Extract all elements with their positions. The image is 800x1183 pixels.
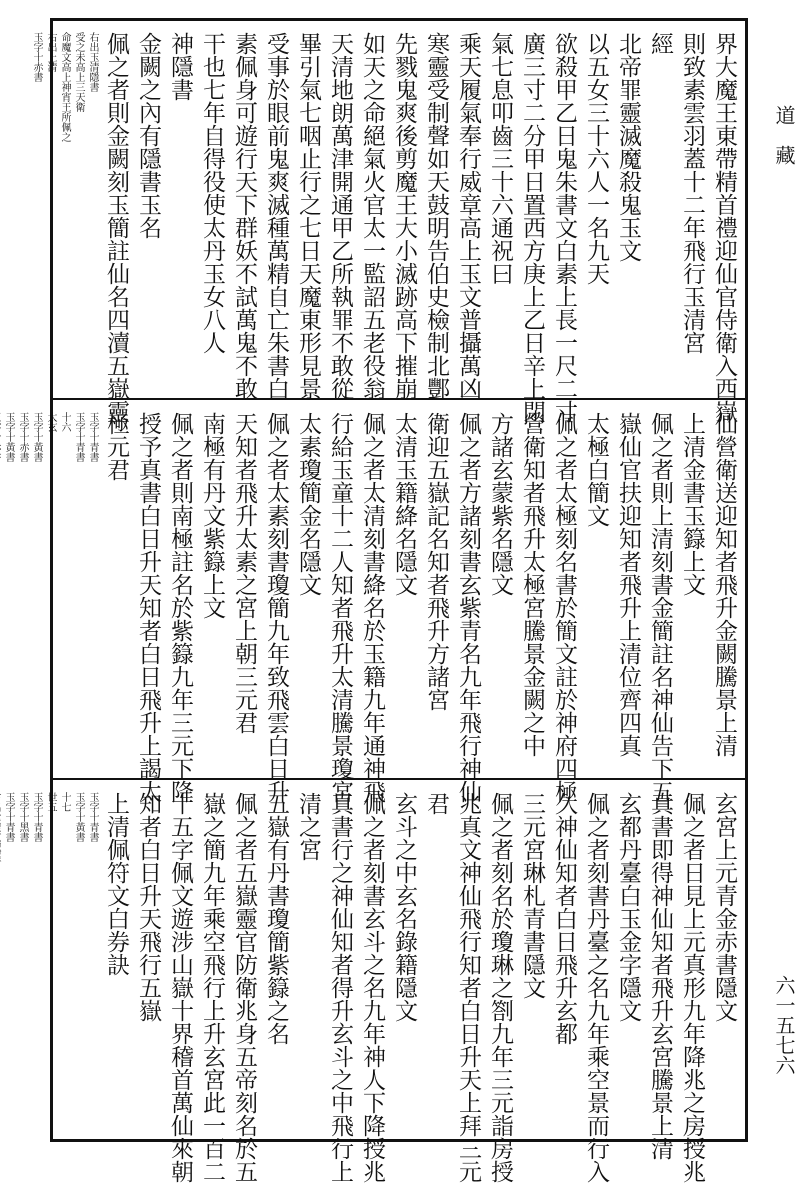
note-text: 命魔文高上神宵王所佩之 [59, 32, 70, 142]
text-column: 界大魔王東帶精首禮迎仙官侍衛入西嶽 [711, 32, 737, 423]
text-column: 先戮鬼爽後剪魔王大小滅跡高下摧崩 [391, 32, 417, 400]
book-title: 道 藏 [772, 105, 796, 165]
text-column: 真書行之神仙知者得升玄斗之中飛行上 [327, 792, 353, 1183]
note-text: 十六 [59, 412, 70, 432]
note-text: 玉字十黑書 [17, 792, 28, 842]
text-column: 衛迎五嶽記名知者飛升方諸宮 [423, 412, 449, 711]
text-column: 佩之者太清刻書絳名於玉籍九年通神飛 [359, 412, 385, 803]
text-column: 玄都丹臺白玉金字隱文 [615, 792, 641, 1022]
text-panel-bottom [3, 792, 742, 1183]
note-text: 右出玉清隱書 [87, 32, 98, 92]
text-column: 上清金書玉籙上文 [679, 412, 705, 596]
text-column: 佩之者則上清刻書金簡註名神仙告下五 [647, 412, 673, 803]
text-column: 畢引氣七咽止行之七日天魔東形見景 [295, 32, 321, 400]
page-number: 六一五七六 [772, 975, 796, 1075]
text-column: 兆真文神仙飛行知者白日升天上拜三元 [455, 792, 481, 1183]
note-text: 玉字十青書 [73, 412, 84, 462]
text-column: 行給玉童十二人知者飛升太清騰景瓊宮 [327, 412, 353, 803]
note-text: 玉字十黃書 [73, 792, 84, 842]
text-column: 素佩身可遊行天下群妖不試萬鬼不敢 [231, 32, 257, 400]
text-column: 寒靈受制聲如天鼓明告伯史檢制北酆 [423, 32, 449, 400]
text-column: 太清玉籍絳名隱文 [391, 412, 417, 596]
text-column: 真書即得神仙知者飛升玄宮騰景上清 [647, 792, 673, 1160]
text-column: 經 [647, 32, 673, 55]
note-text: 十七 [59, 792, 70, 812]
text-column: 知者白日升天飛行五嶽 [135, 792, 161, 1022]
note-text: 玉字十赤書 [31, 32, 42, 82]
text-column: 欲殺甲乙日鬼朱書文白素上長一尺二寸 [551, 32, 577, 423]
note-text: 右出上清 [45, 32, 56, 72]
text-column: 十五字佩文遊涉山嶽十界稽首萬仙來朝 [167, 792, 193, 1183]
text-column: 久神仙知者白日飛升玄都 [551, 792, 577, 1045]
interlinear-notes [0, 412, 98, 462]
text-column: 三元宮琳札青書隱文 [519, 792, 545, 999]
text-column: 太極白簡文 [583, 412, 609, 527]
text-column: 上清佩符文白券訣 [103, 792, 129, 976]
text-column: 廣三寸二分甲日置西方庚上乙日辛上閉 [519, 32, 545, 423]
text-column: 佩之者太極刻名書於簡文註於神府四極 [551, 412, 577, 803]
text-column: 以五女三十六人一名九天 [583, 32, 609, 285]
text-column: 營衛知者飛升太極宮騰景金闕之中 [519, 412, 545, 757]
interlinear-notes [0, 792, 98, 862]
text-column: 玄宮上元青金赤書隱文 [711, 792, 737, 1022]
text-column: 方諸玄蒙紫名隱文 [487, 412, 513, 596]
text-column: 佩之者太素刻書瓊簡九年致飛雲白日升 [263, 412, 289, 803]
text-column: 太素瓊簡金名隱文 [295, 412, 321, 596]
text-column: 乘天履氣奉行威章高上玉文普攝萬凶 [455, 32, 481, 400]
text-column: 清之宮 [295, 792, 321, 861]
text-column: 神隱書 [167, 32, 193, 101]
note-text: 玉字十黃書 [3, 412, 14, 462]
text-column: 氣七息叩齒三十六通祝曰 [487, 32, 513, 285]
text-column: 嶽仙官扶迎知者飛升上清位齊四真 [615, 412, 641, 757]
text-column: 佩之者刻書丹臺之名九年乘空景而行入 [583, 792, 609, 1183]
text-column: 佩之者則南極註名於紫籙九年三元下降 [167, 412, 193, 803]
text-column: 佩之者方諸刻書玄紫青名九年飛行神仙 [455, 412, 481, 803]
text-column: 受事於眼前鬼爽滅種萬精自亡朱書白 [263, 32, 289, 400]
text-column: 佩之者日見上元真形九年降兆之房授兆 [679, 792, 705, 1183]
text-column: 嶽之簡九年乘空飛行上升玄宮此一百二 [199, 792, 225, 1183]
interlinear-notes [30, 32, 98, 142]
note-text: 玉字十青書 [87, 412, 98, 462]
note-text: 世五 [45, 792, 56, 812]
text-column: 佩之者則金闕刻玉簡註仙名四瀆五嶽靈 [103, 32, 129, 423]
note-text: 玉字十青書 [87, 792, 98, 842]
text-column: 佩之者刻名於瓊琳之劄九年三元詣房授 [487, 792, 513, 1183]
text-column: 極元君 [103, 412, 129, 481]
text-column: 佩之者刻書玄斗之名九年神人下降授兆 [359, 792, 385, 1183]
note-text: 受之未高上三天衛 [73, 32, 84, 112]
text-column: 五嶽有丹書瓊簡紫籙之名 [263, 792, 289, 1045]
note-text: 玉字十赤書 [17, 412, 28, 462]
text-column: 玄斗之中玄名錄籍隱文 [391, 792, 417, 1022]
note-text: 玉字十黃書 [31, 412, 42, 462]
note-text: 玉字十青書 [31, 792, 42, 842]
note-text: 玉字十青書 [3, 792, 14, 842]
text-column: 佩之者五嶽靈官防衛兆身五帝刻名於五 [231, 792, 257, 1183]
text-column: 君 [423, 792, 449, 815]
text-column: 則致素雲羽蓋十二年飛行玉清宮 [679, 32, 705, 354]
text-column: 南極有丹文紫籙上文 [199, 412, 225, 619]
text-column: 天知者飛升太素之宮上朝三元君 [231, 412, 257, 734]
text-column: 干也七年自得役使太丹玉女八人 [199, 32, 225, 354]
text-column: 金闕之內有隱書玉名 [135, 32, 161, 239]
text-column: 北帝罪靈滅魔殺鬼玉文 [615, 32, 641, 262]
text-column: 天清地朗萬津開通甲乙所執罪不敢從 [327, 32, 353, 400]
text-column: 授予真書白日升天知者白日飛升上謁太 [135, 412, 161, 803]
text-column: 如天之命絕氣火官太一監詔五老役翁 [359, 32, 385, 400]
text-column: 仙營衛送迎知者飛升金闕騰景上清 [711, 412, 737, 757]
note-text: 太玄 [45, 412, 56, 432]
